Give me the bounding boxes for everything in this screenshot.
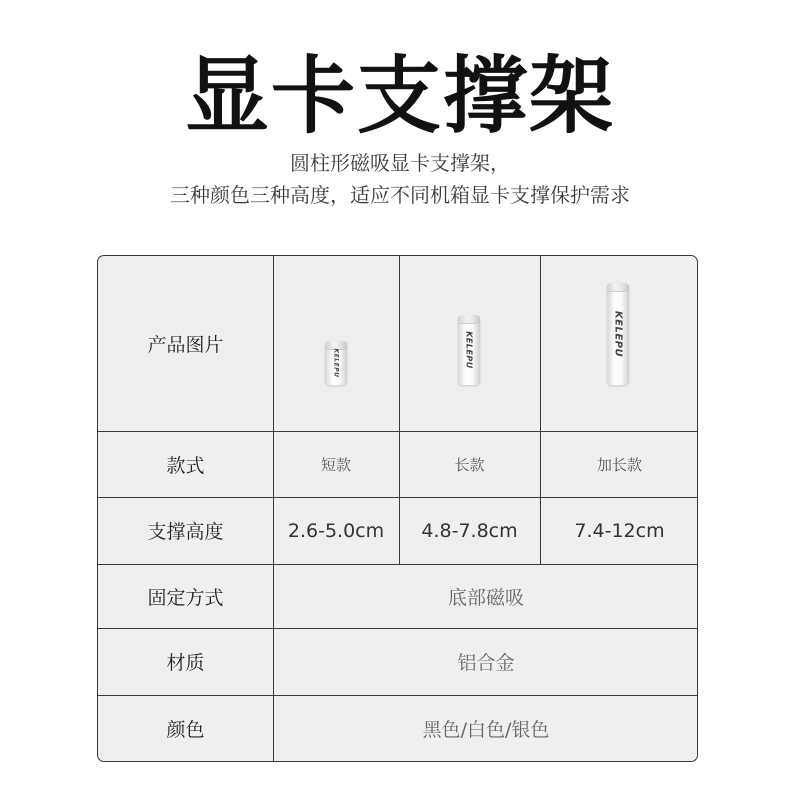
column-divider bbox=[399, 256, 400, 564]
row-label-support-height: 支撑高度 bbox=[147, 521, 224, 543]
product-image-extra-long bbox=[540, 256, 698, 431]
product-image-short bbox=[273, 256, 399, 431]
fixing-method-value: 底部磁吸 bbox=[447, 586, 524, 609]
material-value: 铝合金 bbox=[457, 652, 515, 674]
model-long: 长款 bbox=[454, 455, 485, 474]
row-divider bbox=[98, 564, 698, 565]
page-title: 显卡支撑架 bbox=[184, 47, 615, 145]
row-label-fixing-method: 固定方式 bbox=[147, 586, 224, 609]
spec-table bbox=[97, 255, 698, 762]
long-support-image bbox=[458, 315, 480, 385]
brand-logo: KELEPU bbox=[464, 331, 474, 369]
row-divider bbox=[98, 695, 698, 696]
brand-logo: KELEPU bbox=[332, 348, 340, 378]
row-divider bbox=[98, 431, 698, 432]
product-cap bbox=[458, 315, 480, 324]
extra-long-support-image bbox=[607, 283, 629, 385]
product-cap bbox=[607, 283, 629, 292]
height-extra-long: 7.4-12cm bbox=[574, 519, 665, 542]
subtitle-line-2: 三种颜色三种高度，适应不同机箱显卡支撑保护需求 bbox=[170, 183, 630, 207]
column-divider bbox=[273, 256, 274, 761]
row-label-material: 材质 bbox=[166, 652, 205, 674]
short-support-image bbox=[325, 341, 347, 385]
model-short: 短款 bbox=[320, 455, 351, 474]
row-label-model: 款式 bbox=[166, 454, 205, 477]
height-long: 4.8-7.8cm bbox=[421, 519, 518, 542]
subtitle-line-1: 圆柱形磁吸显卡支撑架， bbox=[290, 151, 510, 175]
row-divider bbox=[98, 628, 698, 629]
model-extra-long: 加长款 bbox=[596, 455, 642, 474]
brand-logo: KELEPU bbox=[612, 310, 624, 358]
product-image-long bbox=[399, 256, 540, 431]
row-label-color: 颜色 bbox=[166, 718, 205, 741]
height-short: 2.6-5.0cm bbox=[287, 519, 385, 542]
row-label-product-image: 产品图片 bbox=[147, 334, 224, 356]
column-divider bbox=[540, 256, 541, 564]
row-divider bbox=[98, 497, 698, 498]
color-value: 黑色/白色/银色 bbox=[422, 718, 550, 741]
